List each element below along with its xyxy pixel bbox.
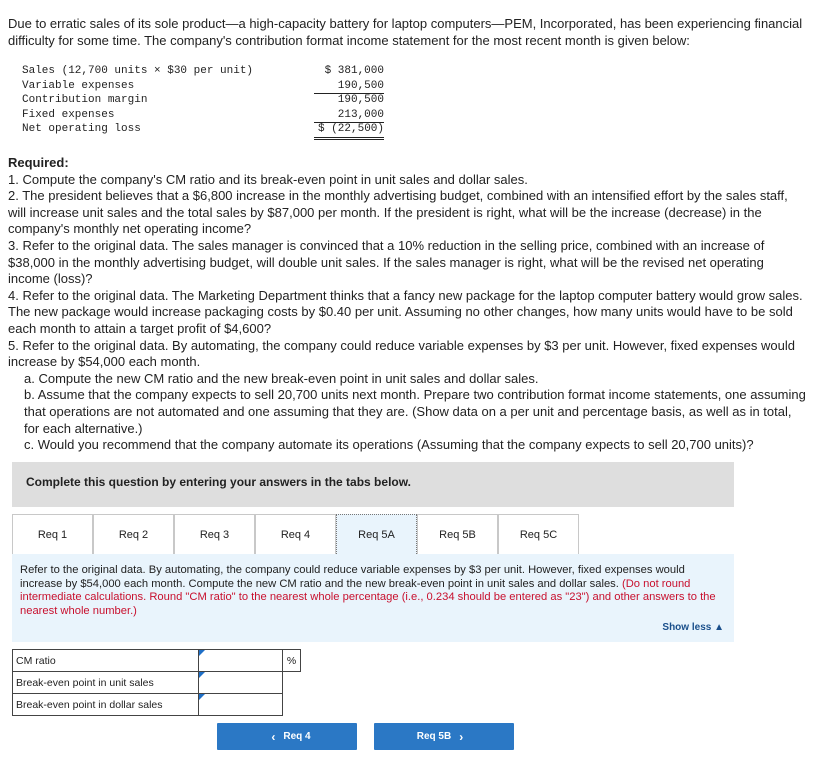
input-marker-icon (199, 694, 205, 700)
statement-row-fixed-expenses (22, 108, 384, 123)
input-marker-icon (199, 672, 205, 678)
empty-unit (283, 672, 301, 694)
statement-row-variable-expenses (22, 79, 384, 94)
tab-req-5b[interactable]: Req 5B (417, 514, 498, 554)
statement-row-contribution-margin (22, 93, 384, 108)
required-subitem: b. Assume that the company expects to sell 20,700 units next month. Prepare two contribution format income statements, one assuming that operations are not automated and one assuming that they are. (Show data on a per unit and percentage basis, as well as in total, for each alternative.) (24, 387, 806, 436)
tab-req-3[interactable]: Req 3 (174, 514, 255, 554)
prev-req-button[interactable] (217, 723, 357, 750)
statement-label: Variable expenses (22, 79, 135, 92)
answer-label: Break-even point in dollar sales (13, 694, 199, 716)
statement-row-sales (22, 64, 384, 79)
panel-instructions: Refer to the original data. By automating, the company could reduce variable expenses by $3 per unit. However, fixed expenses would increase by $54,000 each month. Compute the new CM ratio and the new break-even point in unit sales and dollar sales. (20, 564, 685, 590)
prev-req-label: Req 4 (283, 731, 311, 742)
required-item: 4. Refer to the original data. The Marketing Department thinks that a fancy new package for the laptop computer battery would grow sales. The new package would increase packaging costs by $0.40 per unit. Assuming no other changes, how many units would have to be sold each month to attain a target profit of $4,600? (8, 287, 803, 336)
statement-label: Fixed expenses (22, 108, 115, 121)
requirement-panel (12, 554, 734, 642)
statement-value: $ 381,000 (324, 65, 384, 77)
statement-value: 190,500 (314, 79, 384, 95)
problem-intro: Due to erratic sales of its sole product—a high-capacity battery for laptop computers—PEM, Incorporated, has been experiencing financial difficulty for some time. The company's contribution format income statement for the most recent month is given below: (8, 16, 803, 48)
percent-unit: % (283, 650, 301, 672)
statement-value: 213,000 (314, 108, 384, 124)
required-section (8, 155, 808, 454)
tab-req-5c[interactable]: Req 5C (498, 514, 579, 554)
required-heading: Required: (8, 155, 69, 170)
answer-row-break-even-dollars (13, 694, 301, 716)
break-even-dollars-cell (199, 694, 283, 716)
complete-question-banner: Complete this question by entering your answers in the tabs below. (12, 462, 734, 507)
answer-table (12, 649, 301, 716)
tab-req-1[interactable]: Req 1 (12, 514, 93, 554)
requirement-tabs (12, 514, 579, 554)
chevron-right-icon: › (459, 729, 464, 744)
required-item: 2. The president believes that a $6,800 increase in the monthly advertising budget, combined with an intensified effort by the sales staff, will increase unit sales and the total sales by $87,000 per month. If the president is right, what will be the increase (decrease) in the company's monthly net operating income? (8, 188, 788, 237)
required-item: 5. Refer to the original data. By automating, the company could reduce variable expenses by $3 per unit. However, fixed expenses would increase by $54,000 each month. (8, 337, 795, 370)
statement-value: $ (22,500) (314, 122, 384, 140)
tab-req-5a[interactable]: Req 5A (336, 514, 417, 554)
next-req-label: Req 5B (416, 731, 452, 742)
tab-req-2[interactable]: Req 2 (93, 514, 174, 554)
income-statement (22, 64, 384, 137)
input-marker-icon (199, 650, 205, 656)
rounding-note: (Do not round intermediate calculations. Round "CM ratio" to the nearest whole percentage (i.e., 0.234 should be entered as "23") and other answers to the nearest whole number.) (20, 577, 716, 617)
statement-value: 190,500 (337, 94, 384, 106)
answer-row-cm-ratio (13, 650, 301, 672)
chevron-left-icon: ‹ (271, 729, 276, 744)
answer-label: CM ratio (13, 650, 199, 672)
answer-label: Break-even point in unit sales (13, 672, 199, 694)
statement-label: Contribution margin (22, 94, 148, 106)
break-even-dollars-input[interactable] (199, 695, 282, 715)
statement-row-net-operating-loss (22, 122, 384, 137)
cm-ratio-input[interactable] (199, 651, 282, 671)
statement-label: Sales (12,700 units × $30 per unit) (22, 65, 254, 77)
answer-row-break-even-units (13, 672, 301, 694)
empty-unit (283, 694, 301, 716)
required-subitem: c. Would you recommend that the company automate its operations (Assuming that the company expects to sell 20,700 units)? (24, 437, 754, 453)
tab-req-4[interactable]: Req 4 (255, 514, 336, 554)
show-less-link[interactable]: Show less ▲ (662, 621, 724, 633)
required-item: 3. Refer to the original data. The sales manager is convinced that a 10% reduction in the selling price, combined with an increase of $38,000 in the monthly advertising budget, will double unit sales. If the sales manager is right, what will be the revised net operating income (loss)? (8, 237, 765, 287)
break-even-units-input[interactable] (199, 673, 282, 693)
required-item: 1. Compute the company's CM ratio and its break-even point in unit sales and dollar sales. (8, 171, 528, 187)
break-even-units-cell (199, 672, 283, 694)
cm-ratio-cell (199, 650, 283, 672)
next-req-button[interactable] (374, 723, 514, 750)
required-subitem: a. Compute the new CM ratio and the new break-even point in unit sales and dollar sales. (24, 370, 539, 386)
statement-label: Net operating loss (22, 123, 141, 135)
